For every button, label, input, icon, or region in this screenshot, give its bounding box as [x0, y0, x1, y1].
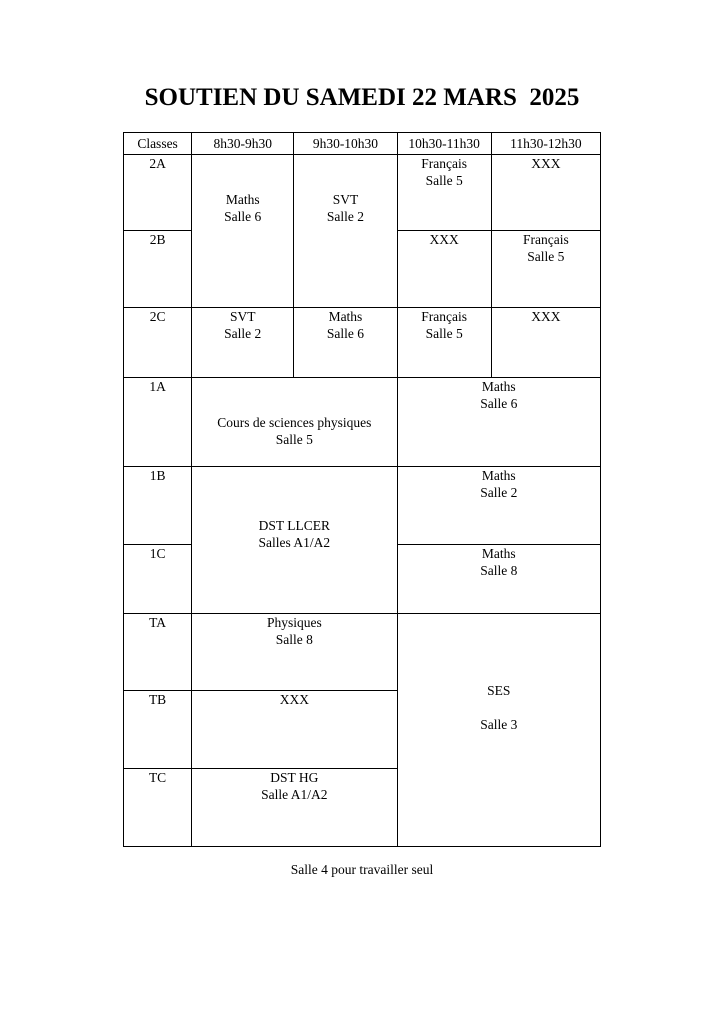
course-cell [192, 769, 397, 847]
class-label: 2B [124, 231, 192, 308]
course-cell [192, 378, 397, 467]
course-cell [294, 308, 397, 378]
course-cell [397, 545, 600, 614]
table-row [124, 155, 601, 231]
course-cell [192, 614, 397, 691]
course-room: Salle 2 [480, 485, 518, 500]
course-subject: SVT [332, 192, 359, 207]
course-subject: Maths [225, 192, 260, 207]
course-cell [397, 231, 491, 308]
header-11h30: 11h30-12h30 [491, 133, 600, 155]
header-10h30: 10h30-11h30 [397, 133, 491, 155]
course-room: Salle 6 [326, 326, 364, 341]
course-room: Salle 8 [275, 632, 313, 647]
table-row [124, 308, 601, 378]
course-cell [397, 308, 491, 378]
course-cell [294, 155, 397, 308]
course-cell [491, 308, 600, 378]
course-cell [491, 155, 600, 231]
course-cell [397, 378, 600, 467]
course-subject: XXX [531, 156, 561, 171]
course-cell [397, 614, 600, 847]
schedule-table [123, 132, 601, 847]
course-room: Salles A1/A2 [258, 535, 331, 550]
course-cell [397, 467, 600, 545]
page-title: SOUTIEN DU SAMEDI 22 MARS 2025 [144, 84, 580, 111]
header-classes: Classes [124, 133, 192, 155]
course-subject: SES [487, 683, 511, 698]
course-cell [192, 308, 294, 378]
header-8h30: 8h30-9h30 [192, 133, 294, 155]
class-label: TB [124, 691, 192, 769]
table-row [124, 614, 601, 691]
course-room: Salle 5 [527, 249, 565, 264]
course-subject: Maths [481, 468, 516, 483]
table-row [124, 467, 601, 545]
course-subject: Maths [328, 309, 363, 324]
header-row [124, 133, 601, 155]
course-subject: Français [421, 309, 467, 324]
course-subject: XXX [279, 692, 309, 707]
course-room: Salle 5 [425, 326, 463, 341]
course-cell [192, 691, 397, 769]
class-label: 2C [124, 308, 192, 378]
course-subject: DST HG [270, 770, 319, 785]
course-subject: Maths [481, 379, 516, 394]
footer-note: Salle 4 pour travailler seul [290, 862, 434, 877]
course-room: Salle 2 [326, 209, 364, 224]
course-room: Salle 6 [224, 209, 262, 224]
course-cell [192, 155, 294, 308]
course-room: Salle 5 [425, 173, 463, 188]
course-subject: XXX [429, 232, 459, 247]
course-room: Salle 3 [480, 717, 518, 732]
course-subject: Physiques [266, 615, 322, 630]
course-cell [192, 467, 397, 614]
class-label: 2A [124, 155, 192, 231]
course-subject: Français [421, 156, 467, 171]
course-subject: Maths [481, 546, 516, 561]
class-label: TA [124, 614, 192, 691]
header-9h30: 9h30-10h30 [294, 133, 397, 155]
course-room: Salle 6 [480, 396, 518, 411]
course-cell [397, 155, 491, 231]
course-cell [491, 231, 600, 308]
course-room: Salle A1/A2 [261, 787, 328, 802]
course-subject: XXX [531, 309, 561, 324]
class-label: 1C [124, 545, 192, 614]
course-room: Salle 5 [275, 432, 313, 447]
class-label: 1B [124, 467, 192, 545]
table-row [124, 378, 601, 467]
course-subject: DST LLCER [258, 518, 331, 533]
course-room: Salle 8 [480, 563, 518, 578]
class-label: TC [124, 769, 192, 847]
course-subject: SVT [229, 309, 256, 324]
class-label: 1A [124, 378, 192, 467]
course-subject: Français [523, 232, 569, 247]
course-subject: Cours de sciences physiques [217, 415, 372, 430]
course-room: Salle 2 [224, 326, 262, 341]
